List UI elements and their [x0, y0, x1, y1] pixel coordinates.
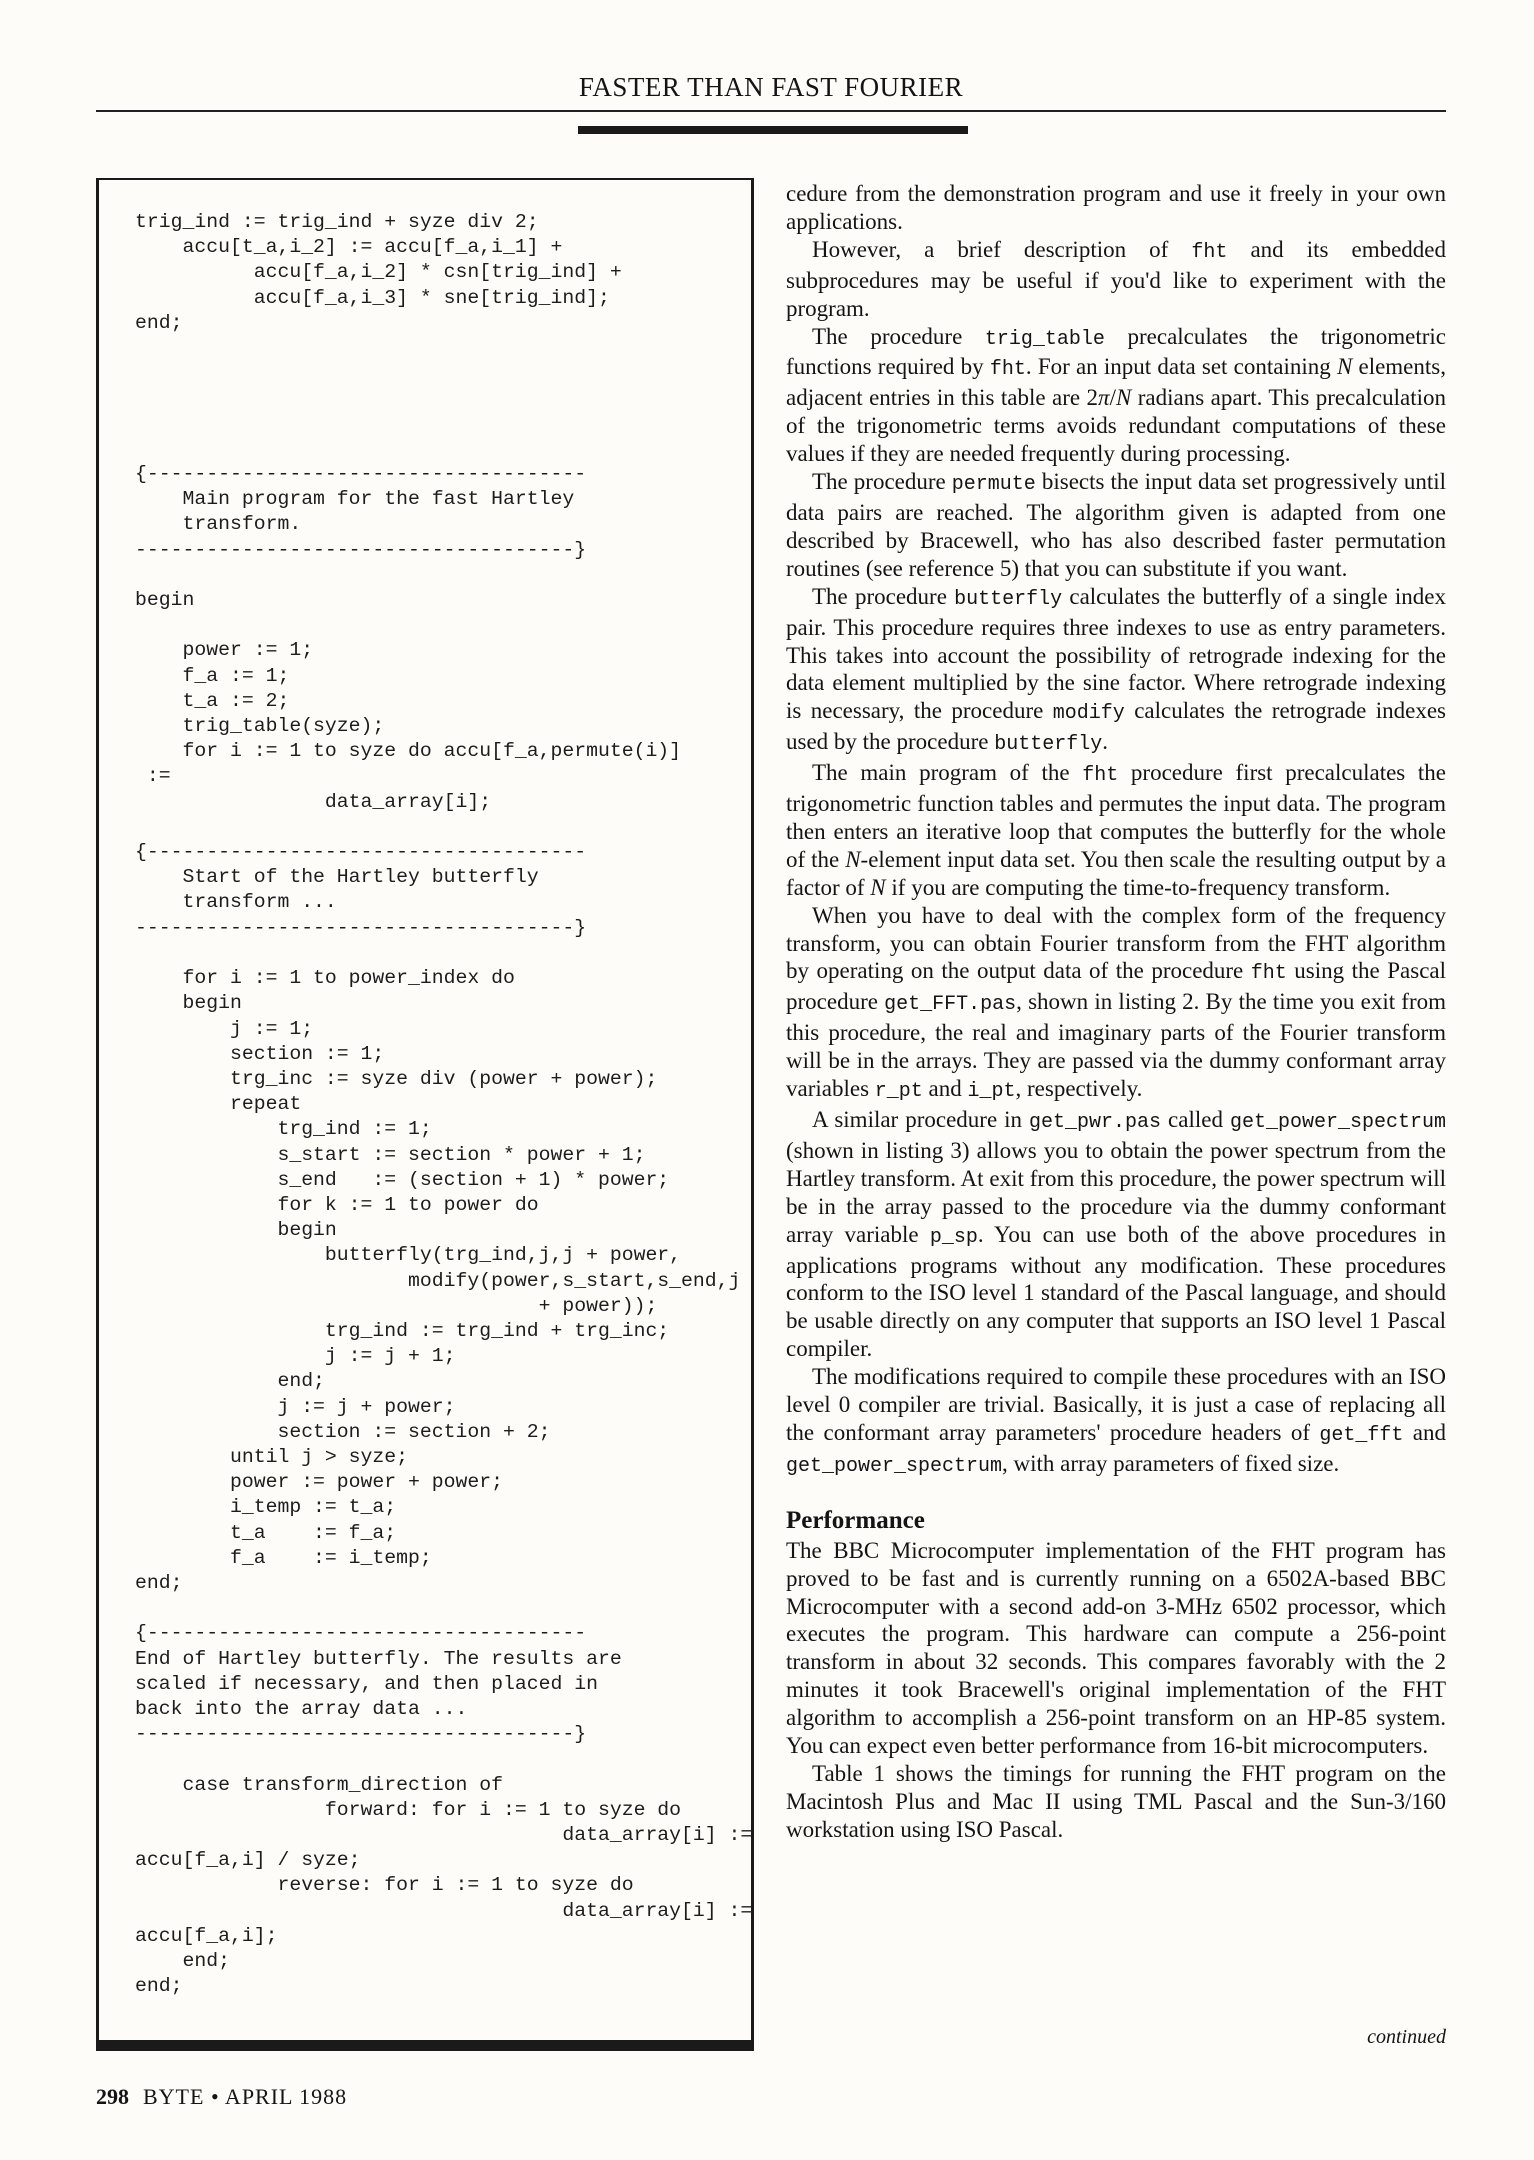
paragraph: A similar procedure in get_pwr.pas called get_power_spectrum (shown in listing 3) allows you to obtain the power spectrum from the Hartley transform. At exit from this procedure, the power spectrum will be in the array passed to the procedure via the dummy conformant array variable p_sp. You can use both of the above procedures in applications programs without any modification. These procedures conform to the ISO level 1 standard of the Pascal language, and should be usable directly on any computer that supports an ISO level 1 Pascal compiler. [786, 1107, 1446, 1362]
running-head: FASTER THAN FAST FOURIER [578, 72, 964, 102]
code-box-bottom-bar [96, 2040, 754, 2051]
paragraph: The BBC Microcomputer implementation of the FHT program has proved to be fast and is currently running on a 6502A-based BBC Microcomputer with a second add-on 3-MHz 6502 processor, which executes the program. This hardware can compute a 256-point transform in about 32 seconds. This compares favorably with the 2 minutes it took Bracewell's original implementation of the FHT algorithm to accomplish a 256-point transform on an HP-85 system. You can expect even better performance from 16-bit microcomputers. [786, 1537, 1446, 1759]
paragraph: cedure from the demonstration program and use it freely in your own applications. [786, 181, 1446, 234]
paragraph: The modifications required to compile these procedures with an ISO level 0 compiler are trivial. Basically, it is just a case of replacing all the conformant array parameters' procedure headers of get_fft and get_power_spectrum, with array parameters of fixed size. [786, 1364, 1446, 1478]
header-bar [578, 126, 968, 134]
paragraph: Table 1 shows the timings for running the FHT program on the Macintosh Plus and Mac II using TML Pascal and the Sun-3/160 workstation using ISO Pascal. [786, 1760, 1446, 1842]
code-listing-box [96, 178, 754, 2051]
paragraph: The procedure permute bisects the input data set progressively until data pairs are reached. The algorithm given is adapted from one described by Bracewell, who has also described faster permutation routines (see reference 5) that you can substitute if you want. [786, 469, 1447, 581]
magazine-issue: BYTE • APRIL 1988 [143, 2084, 348, 2109]
article-text [786, 180, 1446, 1844]
paragraph: The procedure butterfly calculates the butterfly of a single index pair. This procedure requires three indexes to use as entry parameters. This takes into account the possibility of retrograde indexing for the data element multiplied by the sine factor. Where retrograde indexing is necessary, the procedure modify calculates the retrograde indexes used by the procedure butterfly. [786, 583, 1446, 757]
paragraph: When you have to deal with the complex form of the frequency transform, you can obtain Fourier transform from the FHT algorithm by operating on the output data of the procedure fht using the Pascal procedure get_FFT.pas, shown in listing 2. By the time you exit from this procedure, the real and imaginary parts of the Fourier transform will be in the arrays. They are passed via the dummy conformant array variables r_pt and i_pt, respectively. [786, 902, 1447, 1104]
code-listing: trig_ind := trig_ind + syze div 2; accu[t_a,i_2] := accu[f_a,i_1] + accu[f_a,i_2] * csn[trig_ind] + accu[f_a,i_3] * sne[trig_ind]; end; {------------------------------------- Main program for the fast Hartley transform. -------------------------------------} begin power := 1; f_a := 1; t_a := 2; trig_table(syze); for i := 1 to syze do accu[f_a,permute(i)] := data_array[i]; {------------------------------------- Start of the Hartley butterfly transform ... -------------------------------------} for i := 1 to power_index do begin j := 1; section := 1; trg_inc := syze div (power + power); repeat trg_ind := 1; s_start := section * power + 1; s_end := (section + 1) * power; for k := 1 to power do begin butterfly(trg_ind,j,j + power, modify(power,s_start,s_end,j + power)); trg_ind := trg_ind + trg_inc; j := j + 1; end; j := j + power; section := section + 2; until j > syze; power := power + power; i_temp := t_a; t_a := f_a; f_a := i_temp; end; {------------------------------------- End of Hartley butterfly. The results are scaled if necessary, and then placed in back into the array data ... -------------------------------------} case transform_direction of forward: for i := 1 to syze do data_array[i] := accu[f_a,i] / syze; reverse: for i := 1 to syze do data_array[i] := accu[f_a,i]; end; end; [135, 211, 753, 1998]
paragraph: However, a brief description of fht and its embedded subprocedures may be useful if you'd like to experiment with the program. [786, 236, 1446, 321]
header-rule [96, 110, 1446, 112]
page-footer [96, 2084, 347, 2110]
paragraph: The procedure trig_table precalculates the trigonometric functions required by fht. For an input data set containing N elements, adjacent entries in this table are 2π/N radians apart. This precalculation of the trigonometric terms avoids redundant computations of these values if they are needed frequently during processing. [786, 323, 1447, 467]
paragraph: The main program of the fht procedure first precalculates the trigonometric function tables and permutes the input data. The program then enters an iterative loop that computes the butterfly for the whole of the N-element input data set. You then scale the resulting output by a factor of N if you are computing the time-to-frequency transform. [786, 760, 1447, 900]
continued-note: continued [1367, 2026, 1446, 2048]
page-number: 298 [96, 2084, 129, 2109]
section-heading: Performance [786, 1506, 925, 1534]
